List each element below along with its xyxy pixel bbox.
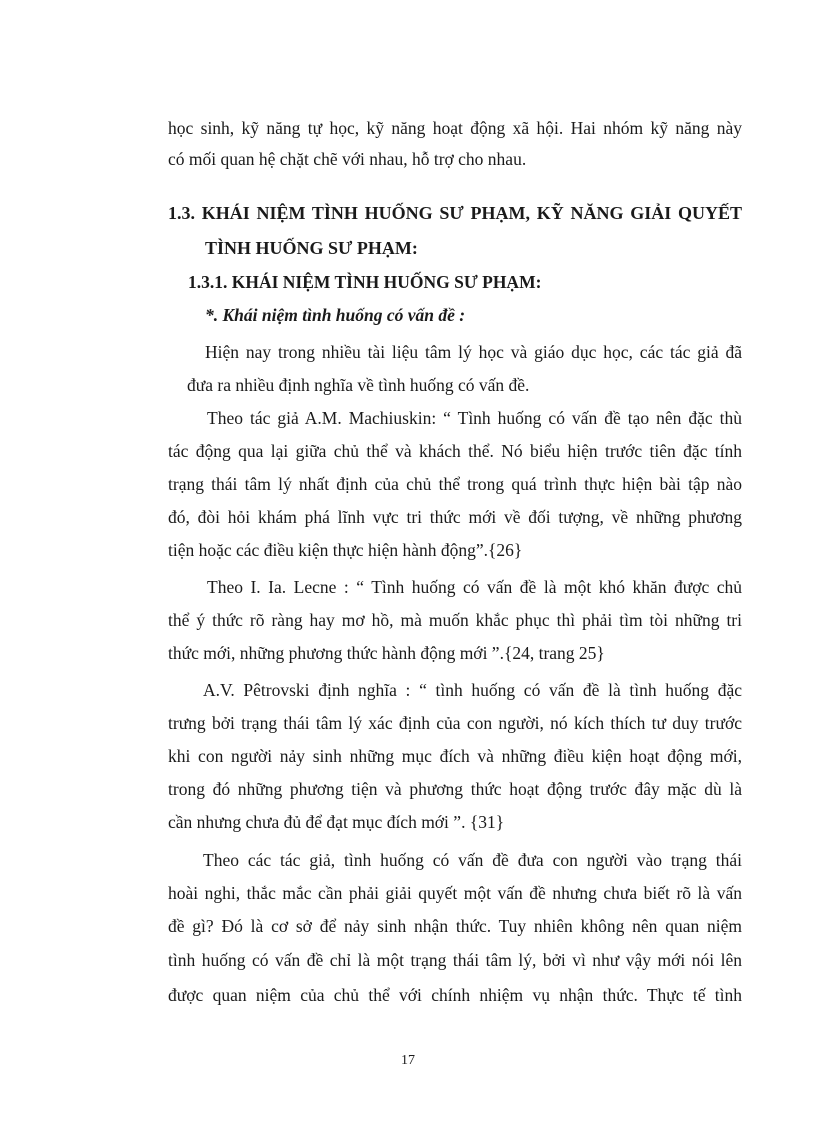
- subsubsection-heading: *. Khái niệm tình huống có vấn đề :: [205, 305, 466, 325]
- paragraph-line: tác động qua lại giữa chủ thể và khách thể. Nó biểu hiện trước tiên đặc tính: [168, 441, 742, 461]
- paragraph-line: đề gì? Đó là cơ sở để nảy sinh nhận thức. Tuy nhiên không nên quan niệm: [168, 916, 742, 936]
- paragraph-line: Theo I. Ia. Lecne : “ Tình huống có vấn đề là một khó khăn được chủ: [207, 577, 742, 597]
- paragraph-line: Hiện nay trong nhiều tài liệu tâm lý học và giáo dục học, các tác giả đã: [205, 342, 742, 362]
- paragraph-line: đó, đòi hỏi khám phá lĩnh vực tri thức mới về đối tượng, về những phương: [168, 507, 742, 527]
- subsection-heading: 1.3.1. KHÁI NIỆM TÌNH HUỐNG SƯ PHẠM:: [188, 272, 542, 292]
- paragraph-line: trạng thái tâm lý nhất định của chủ thể trong quá trình thực hiện bài tập nào: [168, 474, 742, 494]
- paragraph-line: thể ý thức rõ ràng hay mơ hồ, mà muốn khắc phục thì phải tìm tòi những tri: [168, 610, 742, 630]
- paragraph-line: hoài nghi, thắc mắc cần phải giải quyết một vấn đề nhưng chưa biết rõ là vấn: [168, 883, 742, 903]
- paragraph-line: tình huống có vấn đề chỉ là một trạng thái tâm lý, bởi vì như vậy mới nói lên: [168, 950, 742, 970]
- paragraph-line: A.V. Pêtrovski định nghĩa : “ tình huống có vấn đề là tình huống đặc: [203, 680, 742, 700]
- paragraph-line: đưa ra nhiều định nghĩa về tình huống có vấn đề.: [187, 375, 530, 395]
- paragraph-line: Theo các tác giả, tình huống có vấn đề đưa con người vào trạng thái: [203, 850, 742, 870]
- paragraph-line: có mối quan hệ chặt chẽ với nhau, hỗ trợ cho nhau.: [168, 149, 527, 169]
- section-heading: 1.3. KHÁI NIỆM TÌNH HUỐNG SƯ PHẠM, KỸ NĂNG GIẢI QUYẾT: [168, 203, 742, 223]
- paragraph-line: Theo tác giả A.M. Machiuskin: “ Tình huống có vấn đề tạo nên đặc thù: [207, 408, 742, 428]
- page-number: 17: [401, 1053, 415, 1068]
- paragraph-line: khi con người nảy sinh những mục đích và những điều kiện hoạt động mới,: [168, 746, 742, 766]
- paragraph-line: được quan niệm của chủ thể với chính nhiệm vụ nhận thức. Thực tế tình: [168, 985, 742, 1005]
- paragraph-line: cần nhưng chưa đủ để đạt mục đích mới ”. {31}: [168, 812, 505, 832]
- paragraph-line: tiện hoặc các điều kiện thực hiện hành động”.{26}: [168, 540, 523, 560]
- paragraph-line: học sinh, kỹ năng tự học, kỹ năng hoạt động xã hội. Hai nhóm kỹ năng này: [168, 118, 742, 138]
- paragraph-line: trong đó những phương tiện và phương thức hoạt động trước đây mặc dù là: [168, 779, 742, 799]
- paragraph-line: thức mới, những phương thức hành động mới ”.{24, trang 25}: [168, 643, 605, 663]
- section-heading-continued: TÌNH HUỐNG SƯ PHẠM:: [205, 238, 418, 258]
- paragraph-line: trưng bởi trạng thái tâm lý xác định của con người, nó kích thích tư duy trước: [168, 713, 742, 733]
